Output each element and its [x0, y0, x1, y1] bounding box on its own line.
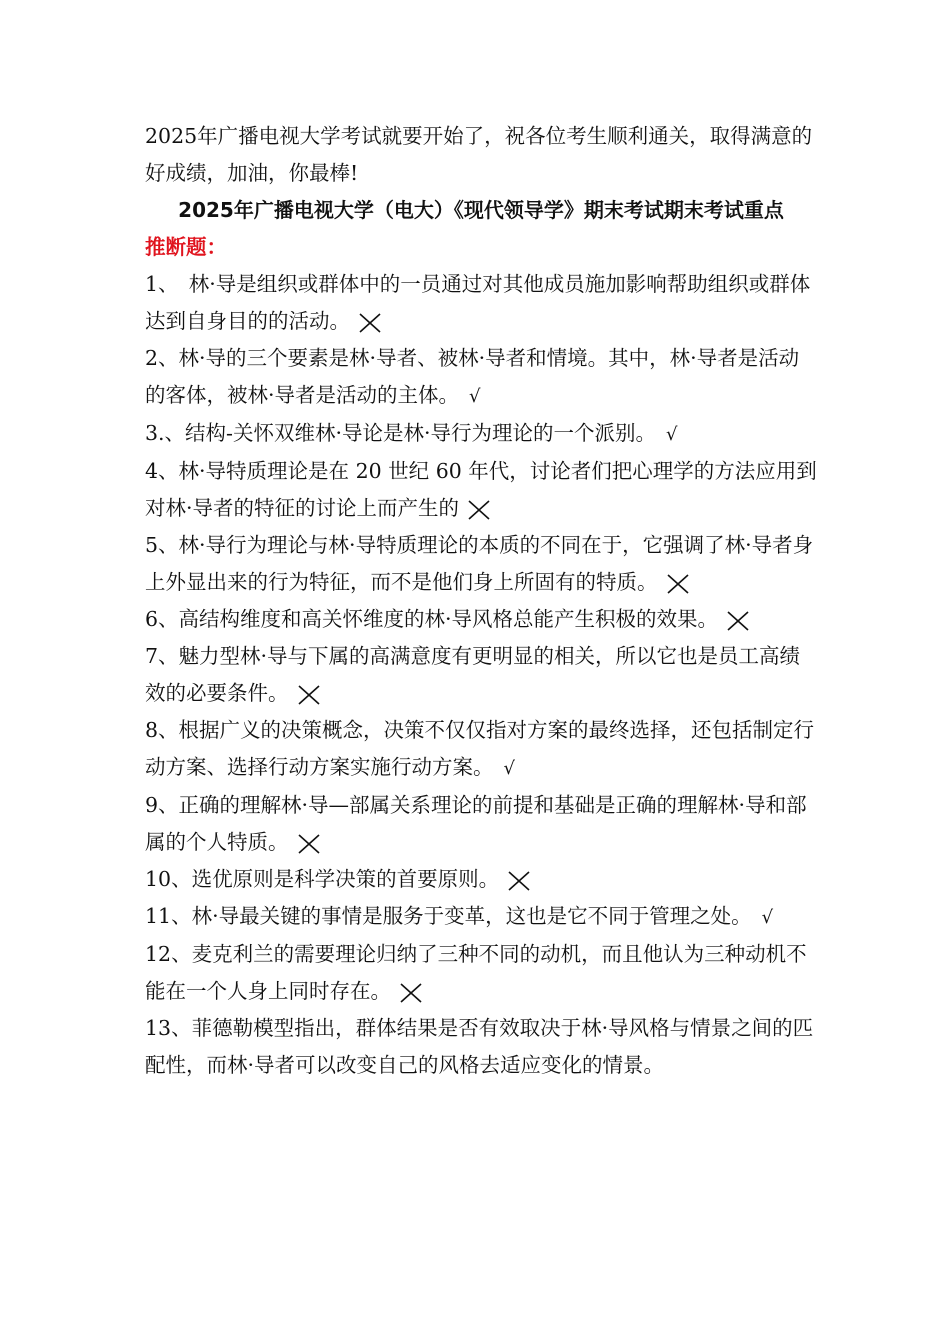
question-item: [145, 787, 817, 861]
question-item: [145, 936, 817, 1010]
document-title: 2025年广播电视大学（电大）《现代领导学》期末考试期末考试重点: [178, 198, 784, 222]
cross-mark-icon: [726, 610, 750, 632]
question-item: [145, 638, 817, 712]
intro-paragraph: 2025年广播电视大学考试就要开始了，祝各位考生顺利通关，取得满意的好成绩，加油，你最棒!: [145, 124, 813, 185]
cross-mark-icon: [358, 312, 382, 334]
question-text: 11、林·导最关键的事情是服务于变革，这也是它不同于管理之处。: [145, 904, 752, 928]
question-text: 4、林·导特质理论是在 20 世纪 60 年代，讨论者们把心理学的方法应用到对林·导者的特征的讨论上而产生的: [145, 459, 817, 520]
question-text: 13、菲德勒模型指出，群体结果是否有效取决于林·导风格与情景之间的匹配性，而林·导者可以改变自己的风格去适应变化的情景。: [145, 1016, 814, 1077]
question-text: 12、麦克利兰的需要理论归纳了三种不同的动机，而且他认为三种动机不能在一个人身上同时存在。: [145, 942, 807, 1003]
question-item: [145, 266, 817, 340]
cross-mark-icon: [467, 499, 491, 521]
section-heading: 推断题：: [145, 235, 227, 259]
cross-mark-icon: [297, 833, 321, 855]
check-mark-icon: √: [666, 424, 678, 445]
question-list: [145, 266, 817, 1084]
question-text: 1、 林·导是组织或群体中的一员通过对其他成员施加影响帮助组织或群体达到自身目的的活动。: [145, 272, 811, 333]
question-text: 7、魅力型林·导与下属的高满意度有更明显的相关，所以它也是员工高绩效的必要条件。: [145, 644, 801, 705]
question-text: 8、根据广义的决策概念，决策不仅仅指对方案的最终选择，还包括制定行动方案、选择行动方案实施行动方案。: [145, 718, 815, 779]
question-item: [145, 1010, 817, 1084]
question-item: [145, 898, 817, 936]
check-mark-icon: √: [469, 386, 481, 407]
cross-mark-icon: [399, 982, 423, 1004]
question-text: 3.、结构-关怀双维林·导论是林·导行为理论的一个派别。: [145, 421, 657, 445]
cross-mark-icon: [297, 684, 321, 706]
question-item: [145, 601, 817, 638]
check-mark-icon: √: [761, 907, 774, 928]
question-item: [145, 415, 817, 453]
question-text: 6、高结构维度和高关怀维度的林·导风格总能产生积极的效果。: [145, 607, 719, 631]
question-item: [145, 453, 817, 527]
check-mark-icon: √: [503, 758, 515, 779]
cross-mark-icon: [666, 573, 690, 595]
question-text: 10、选优原则是科学决策的首要原则。: [145, 867, 500, 891]
document-page: [145, 118, 817, 1084]
question-item: [145, 861, 817, 898]
question-item: [145, 340, 817, 415]
question-item: [145, 712, 817, 787]
question-text: 2、林·导的三个要素是林·导者、被林·导者和情境。其中，林·导者是活动的客体，被林·导者是活动的主体。: [145, 346, 800, 407]
question-text: 9、正确的理解林·导—部属关系理论的前提和基础是正确的理解林·导和部属的个人特质。: [145, 793, 807, 854]
question-text: 5、林·导行为理论与林·导特质理论的本质的不同在于，它强调了林·导者身上外显出来的行为特征，而不是他们身上所固有的特质。: [145, 533, 814, 594]
question-item: [145, 527, 817, 601]
cross-mark-icon: [507, 870, 531, 892]
